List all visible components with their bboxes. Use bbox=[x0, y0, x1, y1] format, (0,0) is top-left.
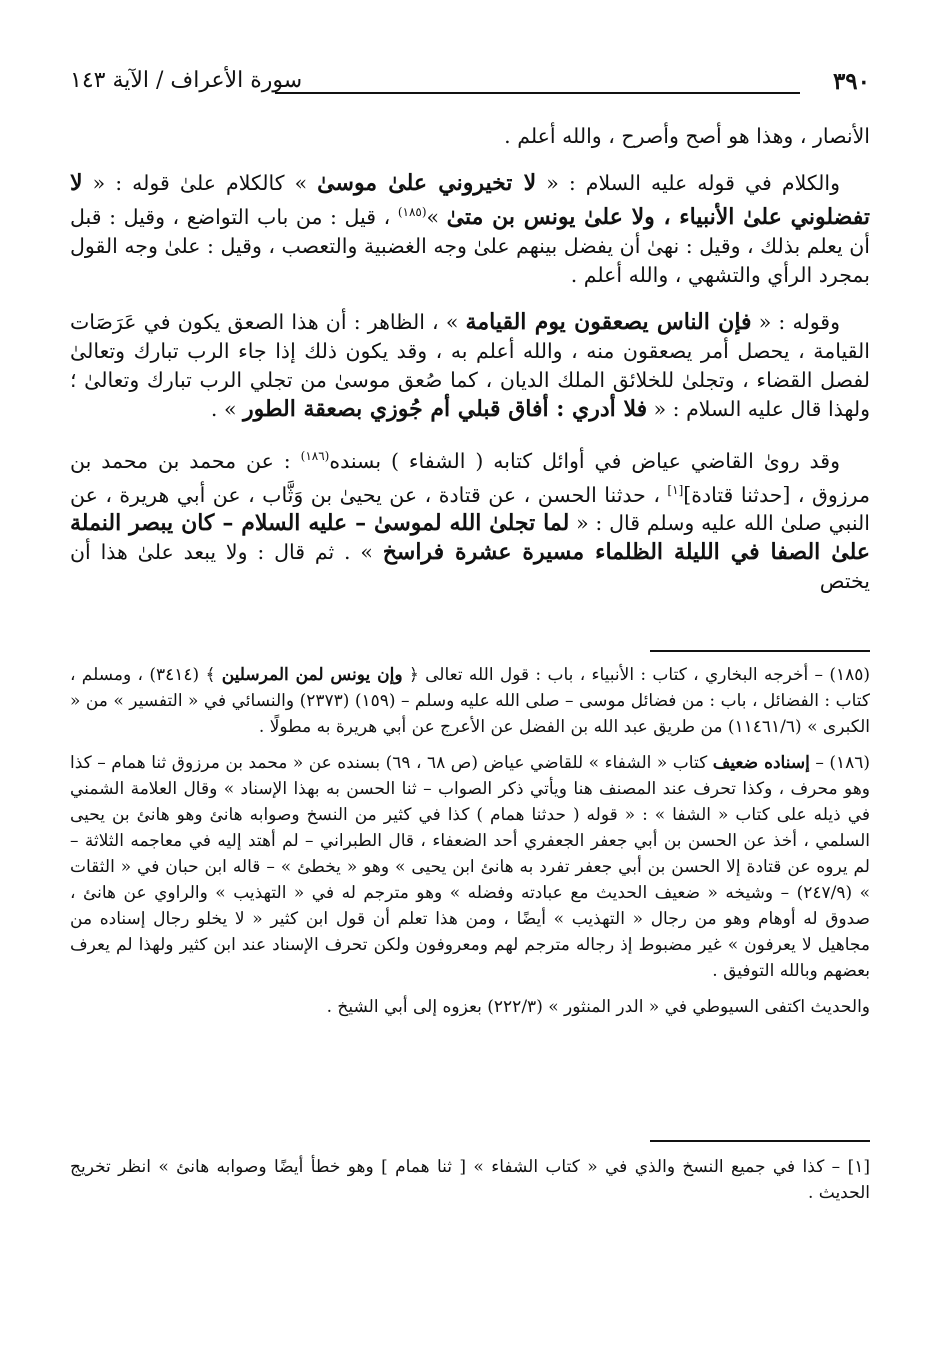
footnotes bbox=[70, 662, 870, 1030]
page-number: ٣٩٠ bbox=[832, 68, 870, 95]
quran-verse: وإن يونس لمن المرسلين bbox=[221, 665, 403, 685]
paragraph-3 bbox=[70, 308, 870, 424]
hadith-quote: لا تفضلوني علىٰ الأنبياء ، ولا علىٰ يونس بن متىٰ bbox=[70, 170, 871, 230]
paragraph-1: الأنصار ، وهذا هو أصح وأصرح ، والله أعلم . bbox=[504, 124, 870, 148]
p4-text-a: وقد روىٰ القاضي عياض في أوائل كتابه ( الشفاء ) بسنده bbox=[329, 448, 840, 473]
p3-text-e: » . bbox=[210, 396, 243, 421]
editor-note-1: [١] – كذا في جميع النسخ والذي في « كتاب الشفاء » [ ثنا همام ] وهو خطأ أيضًا وصوابه هانئ » انظر تخريج الحديث . bbox=[70, 1157, 870, 1203]
p2-text-e: » bbox=[426, 204, 447, 229]
fn185-text-c: ﴾ (٣٤١٤) ، ومسلم ، كتاب : الفضائل ، باب : من فضائل موسى – صلى الله عليه وسلم – (١٥٩) (٢٣٧٣) والنسائي في « التفسير » من « الكبرى » (١١٤٦١/٦) من طريق عبد الله بن الفضل عن الأعرج عن أبي هريرة به مطولًا . bbox=[70, 665, 870, 737]
footnote-ref[interactable]: (١٨٦) bbox=[300, 448, 330, 463]
p4-text-e: » . ثم قال : ولا يبعد علىٰ هذا أن يختص bbox=[70, 540, 870, 594]
paragraph-4 bbox=[70, 442, 870, 597]
paragraph-2 bbox=[70, 169, 870, 290]
hadith-quote: فلا أدري : أفاق قبلي أم جُوزي بصعقة الطور bbox=[243, 395, 648, 422]
p2-text-c: » كالكلام علىٰ قوله : « bbox=[82, 171, 318, 195]
footnote-ref[interactable]: (١٨٥) bbox=[397, 205, 427, 219]
main-text bbox=[70, 122, 870, 614]
fn185-text-a: (١٨٥) – أخرجه البخاري ، كتاب : الأنبياء ، باب : قول الله تعالى ﴿ bbox=[402, 665, 870, 685]
p2-text-a: والكلام في قوله عليه السلام : « bbox=[536, 171, 840, 195]
hadith-quote: لا تخيروني علىٰ موسىٰ bbox=[317, 170, 537, 196]
hadith-quote: لما تجلىٰ الله لموسىٰ – عليه السلام – كان يبصر النملة علىٰ الصفا في الليلة الظلماء مسيرة عشرة فراسخ bbox=[70, 510, 870, 566]
running-title: سورة الأعراف / الآية ١٤٣ bbox=[70, 68, 303, 93]
editor-note-divider bbox=[650, 1140, 870, 1142]
p3-text-c: » ، الظاهر : أن هذا الصعق يكون في عَرَصَات القيامة ، يحصل أمر يصعقون منه ، والله أعلم به ، وقد يكون ذلك إذا جاء الرب تبارك وتعالىٰ لفصل القضاء ، وتجلىٰ للخلائق الملك الديان ، كما صُعق موسىٰ من تجلي الرب تبارك وتعالىٰ ؛ ولهذا قال عليه السلام : « bbox=[70, 309, 870, 421]
p4-text-b: : عن محمد بن محمد بن مرزوق ، [حدثنا قتادة] bbox=[70, 448, 870, 507]
page bbox=[70, 60, 870, 1290]
grading-label: إسناده ضعيف bbox=[712, 753, 810, 773]
header-rule bbox=[275, 92, 800, 94]
footnote-divider bbox=[650, 650, 870, 652]
fn186-text-c: كتاب « الشفاء » للقاضي عياض (ص ٦٨ ، ٦٩) بسنده عن « محمد بن مرزوق ثنا همام – كذا وهو محرف ، وكذا تحرف عند المصنف هنا ويأتي ذكر الصواب – ثنا الحسن به بهذا الإسناد » وقال العلامة الشمني في ذيله على كتاب « الشفا » : « قوله ( حدثنا همام ) كذا في كثير من النسخ وصوابه هانئ وهو هانئ بن يحيى السلمي ، أخذ عن الحسن بن أبي جعفر الجعفري أحد الضعفاء ، قال الطبراني – لم أهتد إليه في معاجمه الثلاثة – لم يروه عن قتادة إلا الحسن بن أبي جعفر تفرد به هانئ ابن يحيى » وهو « يخطئ » – قاله ابن حبان في « الثقات » (٢٤٧/٩) – وشيخه « ضعيف الحديث مع عبادته وفضله » وهو مترجم له في « التهذيب » والراوي عن هانئ ، صدوق له أوهام وهو من رجال « التهذيب » أيضًا ، ومن هذا تعلم أن قول ابن كثير « لا يخلو رجال إسناده من مجاهيل لا يعرفون » غير مضبوط إذ رجاله مترجم لهم ومعروفون ولكن تحرف الإسناد عند ابن كثير ولهذا لم يعرف بعضهم وبالله التوفيق . bbox=[70, 753, 871, 981]
page-header bbox=[70, 68, 870, 104]
editor-note-ref[interactable]: [١] bbox=[667, 482, 684, 497]
footnote-186-continuation: والحديث اكتفى السيوطي في « الدر المنثور » (٢٢٢/٣) بعزوه إلى أبي الشيخ . bbox=[326, 997, 870, 1017]
p2-text-f: ، قيل : من باب التواضع ، وقيل : قبل أن يعلم بذلك ، وقيل : نهىٰ أن يفضل بينهم علىٰ وجه الغضبية والتعصب ، وقيل : علىٰ وجه القول بمجرد الرأي والتشهي ، والله أعلم . bbox=[70, 204, 870, 287]
editor-notes bbox=[70, 1154, 870, 1216]
footnote-186 bbox=[70, 750, 870, 984]
p3-text-a: وقوله : « bbox=[751, 309, 841, 334]
p4-text-c: ، حدثنا الحسن ، عن قتادة ، عن يحيىٰ بن وَثَّاب ، عن أبي هريرة ، عن النبي صلىٰ الله عليه وسلم قال : « bbox=[70, 482, 870, 536]
hadith-quote: فإن الناس يصعقون يوم القيامة bbox=[465, 308, 752, 335]
footnote-185 bbox=[70, 662, 870, 740]
fn186-text-a: (١٨٦) – bbox=[809, 753, 871, 773]
